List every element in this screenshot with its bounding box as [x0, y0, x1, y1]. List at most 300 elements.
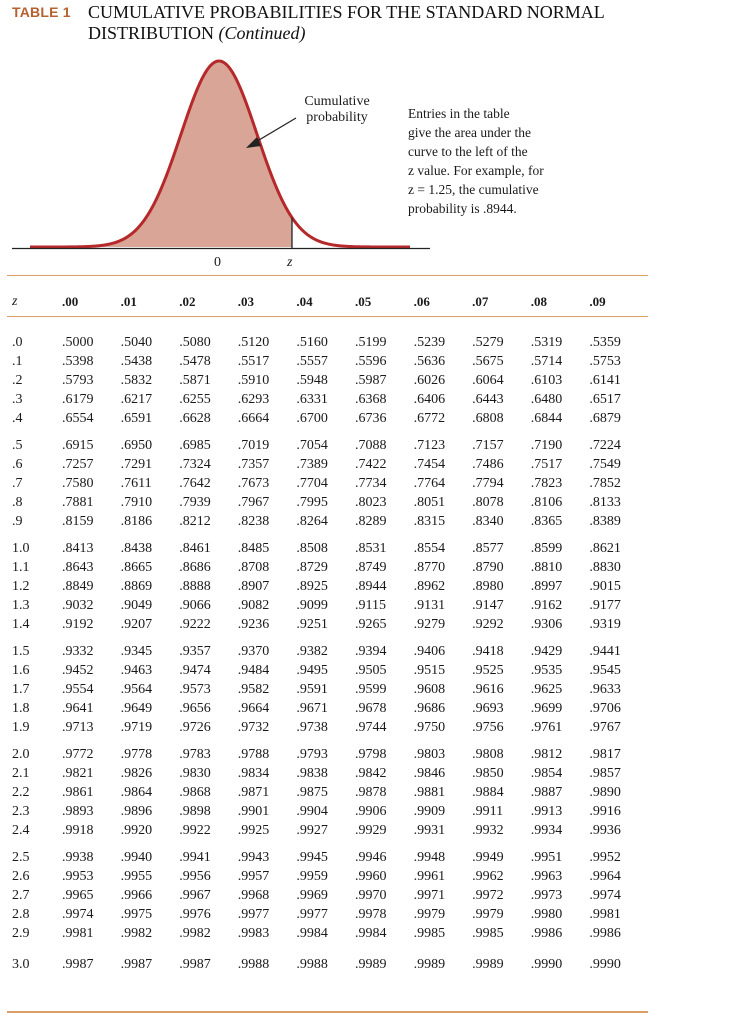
probability-cell: .8980 [472, 579, 504, 594]
table-row [12, 512, 648, 531]
probability-cell: .9956 [179, 869, 211, 884]
probability-cell: .5793 [62, 373, 94, 388]
probability-cell: .9951 [530, 850, 563, 865]
probability-cell: .8051 [413, 495, 446, 510]
note-line: curve to the left of the [408, 144, 528, 159]
note-line: z value. For example, for [408, 163, 544, 178]
table-row [12, 577, 648, 596]
probability-cell: .9846 [413, 766, 446, 781]
z-value-cell: 2.1 [12, 766, 30, 781]
probability-cell: .6217 [120, 392, 153, 407]
probability-cell: .9936 [589, 823, 621, 838]
probability-cell: .5199 [354, 335, 387, 350]
probability-cell: .9826 [120, 766, 153, 781]
probability-cell: .9945 [296, 850, 328, 865]
probability-cell: .8770 [413, 560, 446, 575]
table-row [12, 867, 648, 886]
probability-cell: .9987 [62, 956, 94, 972]
probability-cell: .9418 [472, 644, 504, 659]
probability-cell: .9649 [120, 701, 153, 716]
probability-cell: .9963 [530, 869, 563, 884]
probability-cell: .9535 [530, 663, 563, 678]
column-header: .05 [354, 294, 372, 309]
probability-cell: .9699 [530, 701, 563, 716]
probability-cell: .9015 [589, 579, 621, 594]
z-value-cell: 2.6 [12, 869, 30, 884]
table-row [12, 905, 648, 924]
probability-cell: .9884 [472, 785, 504, 800]
probability-cell: .7389 [296, 457, 328, 472]
probability-cell: .9591 [296, 682, 328, 697]
probability-cell: .9131 [413, 598, 446, 613]
probability-cell: .9066 [179, 598, 211, 613]
probability-cell: .9989 [472, 956, 504, 972]
z-value-cell: 1.3 [12, 598, 30, 613]
probability-cell: .8413 [62, 541, 94, 556]
axis-z-label: z [287, 255, 293, 270]
probability-cell: .7357 [237, 457, 270, 472]
table-row [12, 886, 648, 905]
probability-cell: .9881 [413, 785, 446, 800]
table-row [12, 352, 648, 371]
gap-cell [12, 531, 648, 539]
probability-cell: .9332 [62, 644, 94, 659]
probability-cell: .7852 [589, 476, 621, 491]
probability-cell: .7995 [296, 495, 328, 510]
probability-cell: .9798 [354, 747, 387, 762]
probability-cell: .9868 [179, 785, 211, 800]
z-value-cell: 1.8 [12, 701, 30, 716]
probability-cell: .9693 [472, 701, 504, 716]
probability-cell: .9147 [472, 598, 504, 613]
probability-cell: .9938 [62, 850, 94, 865]
probability-cell: .9911 [472, 804, 504, 819]
probability-cell: .6879 [589, 411, 621, 426]
probability-cell: .5438 [120, 354, 153, 369]
divider-bottom [7, 1011, 648, 1013]
table-body [12, 311, 648, 977]
table-row [12, 615, 648, 634]
probability-cell: .5910 [237, 373, 270, 388]
probability-cell: .9965 [62, 888, 94, 903]
probability-cell: .7910 [120, 495, 153, 510]
probability-cell: .9830 [179, 766, 211, 781]
probability-cell: .8686 [179, 560, 211, 575]
probability-cell: .8599 [530, 541, 563, 556]
probability-cell: .7734 [354, 476, 387, 491]
table-row [12, 539, 648, 558]
table-row [12, 718, 648, 737]
column-header: .00 [62, 294, 79, 309]
probability-cell: .8869 [120, 579, 153, 594]
probability-cell: .8997 [530, 579, 563, 594]
probability-cell: .8340 [472, 514, 504, 529]
probability-cell: .7939 [179, 495, 211, 510]
probability-cell: .9251 [296, 617, 328, 632]
probability-cell: .9982 [179, 926, 211, 941]
probability-cell: .9319 [589, 617, 621, 632]
probability-cell: .9934 [530, 823, 563, 838]
probability-cell: .5080 [179, 335, 211, 350]
probability-cell: .8577 [472, 541, 504, 556]
probability-cell: .9678 [354, 701, 387, 716]
probability-cell: .6026 [413, 373, 446, 388]
z-value-cell: .7 [12, 476, 23, 491]
table-row [12, 680, 648, 699]
probability-cell: .9984 [296, 926, 328, 941]
probability-cell: .9982 [120, 926, 153, 941]
probability-cell: .5359 [589, 335, 621, 350]
probability-cell: .7454 [413, 457, 446, 472]
probability-cell: .9808 [472, 747, 504, 762]
probability-cell: .7642 [179, 476, 211, 491]
table-row [12, 455, 648, 474]
probability-cell: .8238 [237, 514, 270, 529]
probability-cell: .9983 [237, 926, 270, 941]
probability-cell: .5871 [179, 373, 211, 388]
probability-cell: .7157 [472, 438, 504, 453]
probability-cell: .9406 [413, 644, 446, 659]
probability-cell: .5948 [296, 373, 328, 388]
probability-cell: .9545 [589, 663, 621, 678]
probability-cell: .9783 [179, 747, 211, 762]
z-value-cell: 2.2 [12, 785, 30, 800]
column-header: .03 [237, 294, 255, 309]
z-value-cell: .3 [12, 392, 23, 407]
probability-cell: .9345 [120, 644, 153, 659]
z-value-cell: 1.2 [12, 579, 30, 594]
axis-zero-label: 0 [214, 255, 221, 270]
z-value-cell: 1.9 [12, 720, 30, 735]
probability-cell: .5596 [354, 354, 387, 369]
probability-cell: .7486 [472, 457, 504, 472]
column-header: .06 [413, 294, 430, 309]
row-group-gap [12, 943, 648, 951]
probability-cell: .9989 [413, 956, 446, 972]
table-row [12, 802, 648, 821]
table-row [12, 436, 648, 455]
probability-cell: .8810 [530, 560, 563, 575]
probability-cell: .9854 [530, 766, 563, 781]
probability-cell: .8186 [120, 514, 153, 529]
probability-cell: .9756 [472, 720, 504, 735]
probability-cell: .8944 [354, 579, 387, 594]
note-line: probability is .8944. [408, 201, 517, 216]
probability-cell: .8665 [120, 560, 153, 575]
probability-cell: .9988 [296, 956, 328, 972]
z-value-cell: .8 [12, 495, 23, 510]
probability-cell: .9979 [472, 907, 504, 922]
probability-cell: .6368 [354, 392, 387, 407]
gap-cell [12, 943, 648, 951]
probability-cell: .9732 [237, 720, 270, 735]
probability-cell: .7517 [530, 457, 563, 472]
probability-cell: .7019 [237, 438, 270, 453]
probability-cell: .9761 [530, 720, 563, 735]
probability-cell: .8621 [589, 541, 621, 556]
probability-cell: .8289 [354, 514, 387, 529]
probability-cell: .9505 [354, 663, 387, 678]
probability-cell: .5478 [179, 354, 211, 369]
probability-cell: .9554 [62, 682, 94, 697]
probability-cell: .9968 [237, 888, 270, 903]
probability-cell: .9429 [530, 644, 563, 659]
z-value-cell: .1 [12, 354, 23, 369]
annotation-line2: probability [306, 110, 368, 125]
probability-cell: .7549 [589, 457, 621, 472]
probability-cell: .9871 [237, 785, 270, 800]
probability-cell: .9842 [354, 766, 387, 781]
probability-cell: .9032 [62, 598, 94, 613]
row-group-gap [12, 737, 648, 745]
probability-cell: .9616 [472, 682, 504, 697]
probability-cell: .8888 [179, 579, 211, 594]
probability-cell: .8708 [237, 560, 270, 575]
probability-cell: .7967 [237, 495, 270, 510]
probability-cell: .5040 [120, 335, 153, 350]
table-row [12, 661, 648, 680]
probability-cell: .9306 [530, 617, 563, 632]
probability-cell: .8315 [413, 514, 446, 529]
z-value-cell: 1.0 [12, 541, 30, 556]
probability-cell: .8508 [296, 541, 328, 556]
probability-cell: .9265 [354, 617, 387, 632]
probability-cell: .9962 [472, 869, 504, 884]
probability-cell: .9977 [296, 907, 328, 922]
probability-cell: .9978 [354, 907, 387, 922]
probability-cell: .8925 [296, 579, 328, 594]
title-line1: CUMULATIVE PROBABILITIES FOR THE STANDARD NORMAL [88, 2, 605, 22]
probability-cell: .6293 [237, 392, 270, 407]
probability-cell: .9495 [296, 663, 328, 678]
probability-cell: .9878 [354, 785, 387, 800]
probability-cell: .6554 [62, 411, 94, 426]
probability-cell: .9192 [62, 617, 94, 632]
probability-cell: .9977 [237, 907, 270, 922]
probability-cell: .6772 [413, 411, 446, 426]
title-continued: (Continued) [218, 23, 306, 43]
probability-cell: .9940 [120, 850, 153, 865]
probability-cell: .9817 [589, 747, 621, 762]
probability-cell: .9972 [472, 888, 504, 903]
probability-cell: .9973 [530, 888, 563, 903]
probability-cell: .9357 [179, 644, 211, 659]
probability-cell: .7422 [354, 457, 387, 472]
normal-curve-figure [0, 0, 737, 280]
probability-cell: .9943 [237, 850, 270, 865]
z-value-cell: .0 [12, 335, 23, 350]
probability-cell: .7764 [413, 476, 446, 491]
probability-cell: .8907 [237, 579, 270, 594]
z-value-cell: .2 [12, 373, 23, 388]
probability-cell: .7224 [589, 438, 621, 453]
probability-cell: .9772 [62, 747, 94, 762]
probability-cell: .9573 [179, 682, 211, 697]
note-line: give the area under the [408, 125, 531, 140]
probability-cell: .6064 [472, 373, 504, 388]
probability-cell: .5714 [530, 354, 563, 369]
shaded-area [30, 61, 292, 247]
probability-cell: .8962 [413, 579, 446, 594]
column-header: .02 [179, 294, 196, 309]
probability-cell: .9115 [354, 598, 386, 613]
probability-cell: .9987 [120, 956, 153, 972]
z-value-cell: 2.3 [12, 804, 30, 819]
probability-cell: .5319 [530, 335, 563, 350]
column-header: .07 [472, 294, 489, 309]
probability-cell: .9793 [296, 747, 328, 762]
probability-cell: .9803 [413, 747, 446, 762]
probability-cell: .9981 [62, 926, 94, 941]
probability-cell: .8078 [472, 495, 504, 510]
probability-cell: .6406 [413, 392, 446, 407]
probability-cell: .7054 [296, 438, 328, 453]
probability-cell: .5675 [472, 354, 504, 369]
probability-cell: .7823 [530, 476, 563, 491]
probability-cell: .9969 [296, 888, 328, 903]
probability-cell: .5832 [120, 373, 153, 388]
spacer-cell [12, 311, 648, 333]
probability-cell: .9857 [589, 766, 621, 781]
z-value-cell: 3.0 [12, 956, 30, 972]
table-row [12, 745, 648, 764]
probability-cell: .9946 [354, 850, 387, 865]
probability-cell: .9909 [413, 804, 446, 819]
probability-cell: .6985 [179, 438, 211, 453]
probability-cell: .8790 [472, 560, 504, 575]
probability-cell: .9890 [589, 785, 621, 800]
column-header-z: z [12, 294, 18, 309]
probability-cell: .9082 [237, 598, 270, 613]
table-row [12, 924, 648, 943]
probability-cell: .9452 [62, 663, 94, 678]
probability-cell: .9812 [530, 747, 563, 762]
probability-cell: .8389 [589, 514, 621, 529]
probability-cell: .5636 [413, 354, 446, 369]
z-value-cell: .5 [12, 438, 23, 453]
probability-cell: .9990 [589, 956, 621, 972]
probability-cell: .8485 [237, 541, 270, 556]
column-header: .01 [120, 294, 137, 309]
probability-cell: .9484 [237, 663, 270, 678]
probability-cell: .8849 [62, 579, 94, 594]
probability-cell: .7611 [120, 476, 152, 491]
probability-cell: .9980 [530, 907, 563, 922]
probability-cell: .9713 [62, 720, 94, 735]
probability-cell: .9767 [589, 720, 621, 735]
probability-cell: .9049 [120, 598, 153, 613]
probability-cell: .9864 [120, 785, 153, 800]
probability-cell: .9394 [354, 644, 387, 659]
probability-cell: .9975 [120, 907, 153, 922]
probability-cell: .9913 [530, 804, 563, 819]
row-group-gap [12, 531, 648, 539]
probability-cell: .9564 [120, 682, 153, 697]
probability-cell: .9474 [179, 663, 211, 678]
probability-cell: .6141 [589, 373, 621, 388]
table-row [12, 409, 648, 428]
z-value-cell: .6 [12, 457, 23, 472]
z-value-cell: .9 [12, 514, 23, 529]
probability-cell: .9207 [120, 617, 153, 632]
probability-cell: .6480 [530, 392, 563, 407]
probability-cell: .9887 [530, 785, 563, 800]
probability-cell: .7881 [62, 495, 94, 510]
probability-cell: .6103 [530, 373, 563, 388]
probability-cell: .9744 [354, 720, 387, 735]
probability-cell: .9599 [354, 682, 387, 697]
probability-cell: .9974 [589, 888, 621, 903]
probability-cell: .9706 [589, 701, 621, 716]
table-row [12, 699, 648, 718]
probability-cell: .9985 [413, 926, 446, 941]
table-row [12, 951, 648, 977]
entries-note [408, 104, 578, 218]
probability-cell: .8023 [354, 495, 387, 510]
probability-cell: .9838 [296, 766, 328, 781]
table-label: TABLE 1 [12, 4, 71, 20]
probability-cell: .7123 [413, 438, 446, 453]
row-group-gap [12, 634, 648, 642]
probability-cell: .7673 [237, 476, 270, 491]
probability-cell: .9686 [413, 701, 446, 716]
probability-cell: .5517 [237, 354, 270, 369]
probability-cell: .9932 [472, 823, 504, 838]
z-value-cell: 2.9 [12, 926, 30, 941]
probability-cell: .8212 [179, 514, 211, 529]
probability-cell: .8830 [589, 560, 621, 575]
annotation-line1: Cumulative [304, 94, 370, 109]
probability-cell: .9970 [354, 888, 387, 903]
probability-cell: .9236 [237, 617, 270, 632]
probability-cell: .9778 [120, 747, 153, 762]
probability-cell: .9656 [179, 701, 211, 716]
probability-cell: .9441 [589, 644, 621, 659]
probability-cell: .6628 [179, 411, 211, 426]
probability-cell: .9952 [589, 850, 621, 865]
probability-cell: .9861 [62, 785, 94, 800]
probability-cell: .8365 [530, 514, 563, 529]
probability-cell: .5239 [413, 335, 446, 350]
table-row [12, 558, 648, 577]
column-header: .08 [530, 294, 547, 309]
table-row [12, 474, 648, 493]
probability-cell: .9834 [237, 766, 270, 781]
probability-cell: .7580 [62, 476, 94, 491]
probability-cell: .9821 [62, 766, 94, 781]
z-value-cell: 1.7 [12, 682, 30, 697]
probability-cell: .5557 [296, 354, 328, 369]
probability-cell: .8531 [354, 541, 387, 556]
probability-cell: .8264 [296, 514, 328, 529]
probability-cell: .9671 [296, 701, 328, 716]
probability-cell: .9971 [413, 888, 446, 903]
probability-cell: .9664 [237, 701, 270, 716]
probability-cell: .8106 [530, 495, 563, 510]
probability-cell: .9990 [530, 956, 563, 972]
probability-cell: .9981 [589, 907, 621, 922]
probability-cell: .9959 [296, 869, 328, 884]
probability-cell: .5987 [354, 373, 387, 388]
z-value-cell: 2.0 [12, 747, 30, 762]
z-value-cell: .4 [12, 411, 23, 426]
probability-cell: .6950 [120, 438, 153, 453]
probability-cell: .9875 [296, 785, 328, 800]
probability-cell: .9099 [296, 598, 328, 613]
probability-cell: .9382 [296, 644, 328, 659]
probability-cell: .9953 [62, 869, 94, 884]
annotation-arrow [254, 118, 296, 143]
